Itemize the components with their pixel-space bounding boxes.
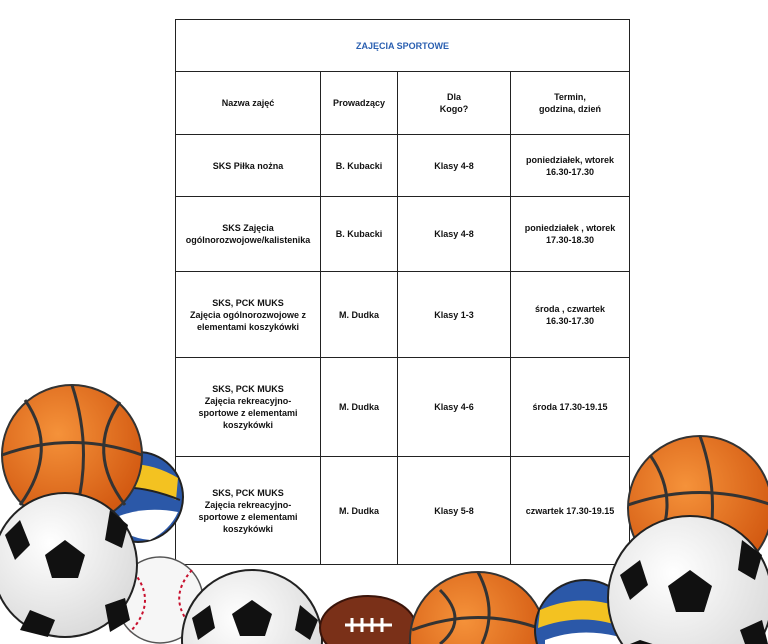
- header-term: Termin, godzina, dzień: [511, 72, 630, 135]
- cell-term: czwartek 17.30-19.15: [511, 457, 630, 565]
- basketball-icon: [410, 572, 546, 644]
- cell-for: Klasy 4-8: [398, 135, 511, 197]
- american-football-icon: [320, 596, 416, 644]
- cell-for: Klasy 4-6: [398, 358, 511, 457]
- table-row: [176, 457, 630, 565]
- soccer-ball-icon: [182, 570, 322, 644]
- cell-term: poniedziałek, wtorek 16.30-17.30: [511, 135, 630, 197]
- cell-teacher: B. Kubacki: [321, 135, 398, 197]
- table-title: ZAJĘCIA SPORTOWE: [176, 20, 630, 72]
- soccer-ball-icon: [608, 516, 768, 644]
- cell-for: Klasy 1-3: [398, 272, 511, 358]
- table-row: [176, 135, 630, 197]
- cell-name: SKS Piłka nożna: [176, 135, 321, 197]
- table-row: [176, 272, 630, 358]
- cell-for: Klasy 4-8: [398, 197, 511, 272]
- cell-name: SKS, PCK MUKS Zajęcia rekreacyjno- sportowe z elementami koszykówki: [176, 457, 321, 565]
- title-row: [176, 20, 630, 72]
- cell-name: SKS Zajęcia ogólnorozwojowe/kalistenika: [176, 197, 321, 272]
- table-row: [176, 197, 630, 272]
- cell-for: Klasy 5-8: [398, 457, 511, 565]
- cell-term: środa 17.30-19.15: [511, 358, 630, 457]
- table-row: [176, 358, 630, 457]
- basketball-icon: [628, 436, 768, 580]
- soccer-ball-icon: [0, 493, 137, 637]
- cell-name: SKS, PCK MUKS Zajęcia ogólnorozwojowe z elementami koszykówki: [176, 272, 321, 358]
- header-teacher: Prowadzący: [321, 72, 398, 135]
- basketball-icon: [2, 385, 142, 525]
- header-for: Dla Kogo?: [398, 72, 511, 135]
- cell-teacher: M. Dudka: [321, 358, 398, 457]
- cell-teacher: M. Dudka: [321, 272, 398, 358]
- schedule-table: [175, 19, 630, 565]
- baseball-icon: [117, 557, 203, 643]
- cell-teacher: M. Dudka: [321, 457, 398, 565]
- volleyball-icon: [535, 580, 635, 644]
- cell-name: SKS, PCK MUKS Zajęcia rekreacyjno- sportowe z elementami koszykówki: [176, 358, 321, 457]
- cell-teacher: B. Kubacki: [321, 197, 398, 272]
- volleyball-icon: [93, 452, 183, 542]
- header-row: [176, 72, 630, 135]
- cell-term: poniedziałek , wtorek 17.30-18.30: [511, 197, 630, 272]
- header-name: Nazwa zajęć: [176, 72, 321, 135]
- cell-term: środa , czwartek 16.30-17.30: [511, 272, 630, 358]
